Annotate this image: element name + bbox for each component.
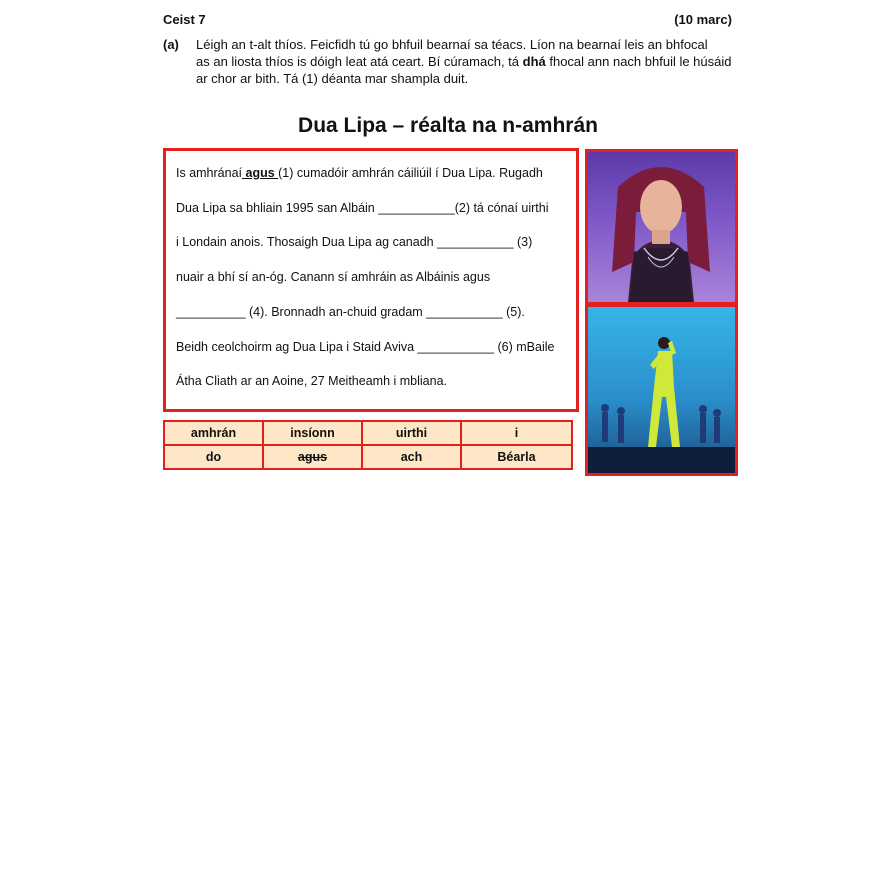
passage-line: Beidh ceolchoirm ag Dua Lipa i Staid Aviva ___________ (6) mBaile [176, 340, 555, 354]
part-label: (a) [163, 37, 179, 52]
passage-line: __________ (4). Bronnadh an-chuid gradam ___________ (5). [176, 305, 525, 319]
passage-line: Dua Lipa sa bhliain 1995 san Albáin ___________(2) tá cónaí uirthi [176, 201, 549, 215]
passage-line: nuair a bhí sí an-óg. Canann sí amhráin as Albáinis agus [176, 270, 491, 284]
example-answer: agus [242, 166, 279, 180]
word-bank-row [164, 445, 572, 469]
word-bank-cell: do [164, 445, 263, 469]
word-bank [163, 420, 573, 470]
instruction-line: ar chor ar bith. Tá (1) déanta mar shampla duit. [196, 71, 469, 86]
emphasis-word: dhá [522, 54, 546, 69]
word-bank-cell: amhrán [164, 421, 263, 445]
article-title: Dua Lipa – réalta na n-amhrán [298, 114, 598, 137]
concert-stage-photo [585, 304, 738, 476]
word-bank-cell-crossed: agus [263, 445, 362, 469]
stage-illustration [588, 307, 735, 473]
word-bank-cell: uirthi [362, 421, 461, 445]
word-bank-cell: Béarla [461, 445, 572, 469]
instruction-line: Léigh an t-alt thíos. Feicfidh tú go bhfuil bearnaí sa téacs. Líon na bearnaí leis an bhfocal [196, 37, 708, 52]
instruction-line: as an liosta thíos is dóigh leat atá ceart. Bí cúramach, tá dhá fhocal ann nach bhfuil le húsáid [196, 54, 732, 69]
instructions [196, 36, 736, 87]
word-bank-row [164, 421, 572, 445]
word-bank-cell: i [461, 421, 572, 445]
passage-line: Is amhránaí agus (1) cumadóir amhrán cáiliúil í Dua Lipa. Rugadh [176, 166, 543, 180]
passage-box [163, 148, 579, 412]
word-bank-cell: insíonn [263, 421, 362, 445]
portrait-illustration [588, 152, 735, 302]
singer-portrait-photo [585, 149, 738, 305]
passage-line: Átha Cliath ar an Aoine, 27 Meitheamh i mbliana. [176, 374, 447, 388]
word-bank-cell: ach [362, 445, 461, 469]
marks-label: (10 marc) [674, 12, 732, 27]
passage-line: i Londain anois. Thosaigh Dua Lipa ag canadh ___________ (3) [176, 235, 533, 249]
question-label: Ceist 7 [163, 12, 206, 27]
